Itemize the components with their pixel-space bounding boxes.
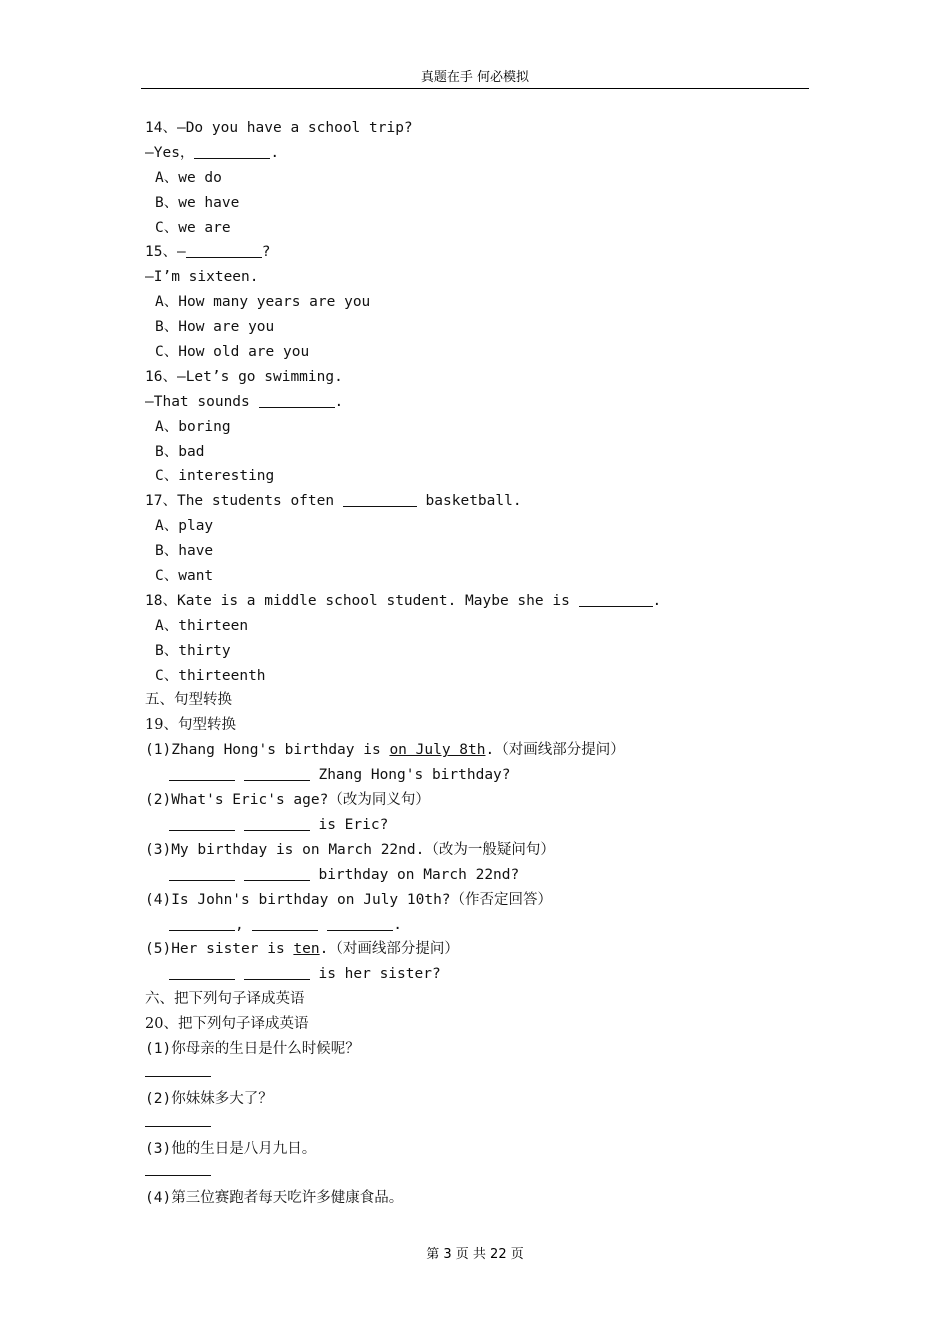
- question-15-option-a: A、How many years are you: [155, 294, 371, 311]
- q19-item-1: [145, 738, 805, 763]
- section-5-title: 五、句型转换: [145, 692, 232, 709]
- answer-tail: is Eric?: [309, 816, 389, 833]
- q19-item-2: (2)What's Eric's age?（改为同义句）: [145, 792, 430, 809]
- answer-rule: [145, 1076, 211, 1077]
- page-header: 真题在手 何必模拟: [420, 70, 530, 85]
- reply-suffix: .: [270, 144, 280, 161]
- answer-blank: [244, 866, 310, 881]
- question-18-option-c: C、thirteenth: [155, 667, 266, 684]
- answer-blank: [343, 492, 417, 507]
- answer-blank: [579, 592, 653, 607]
- document-content: [145, 116, 805, 1211]
- page-footer: 第 3 页 共 22 页: [426, 1247, 524, 1262]
- q20-item-3-answer-line: [145, 1161, 805, 1186]
- answer-tail: is her sister?: [309, 966, 441, 983]
- answer-blank: [194, 144, 270, 159]
- answer-blank: [327, 916, 393, 931]
- q20-item-1: (1)你母亲的生日是什么时候呢？: [145, 1040, 360, 1057]
- question-17-option-b: B、have: [155, 543, 214, 560]
- answer-blank: [252, 916, 318, 931]
- q19-item-4: (4)Is John's birthday on July 10th?（作否定回答）: [145, 891, 553, 908]
- q20-item-1-answer-line: [145, 1062, 805, 1087]
- underlined-phrase: ten: [293, 941, 320, 958]
- stem-suffix: .: [652, 592, 662, 609]
- q20-item-3: (3)他的生日是八月九日。: [145, 1140, 317, 1157]
- stem-prefix: 15、—: [145, 244, 186, 261]
- answer-rule: [145, 1126, 211, 1127]
- question-16-reply: [145, 390, 805, 415]
- answer-blank: [244, 965, 310, 980]
- q20-item-4: (4)第三位赛跑者每天吃许多健康食品。: [145, 1190, 404, 1207]
- q19-item-4-answer: [145, 913, 805, 938]
- question-15-stem: [145, 240, 805, 265]
- stem-prefix: 17、The students often: [145, 493, 343, 510]
- question-17-option-c: C、want: [155, 568, 214, 585]
- q19-item-3-answer: [145, 863, 805, 888]
- item-prefix: (5)Her sister is: [145, 941, 294, 958]
- question-19-title: 19、句型转换: [145, 717, 236, 734]
- q19-item-5-answer: [145, 962, 805, 987]
- reply-prefix: —Yes，: [145, 144, 195, 161]
- q19-item-1-answer: [145, 763, 805, 788]
- answer-blank: [169, 965, 235, 980]
- answer-blank: [259, 393, 335, 408]
- q20-item-2-answer-line: [145, 1112, 805, 1137]
- answer-rule: [145, 1175, 211, 1176]
- answer-blank: [169, 866, 235, 881]
- underlined-phrase: on July 8th: [389, 742, 486, 759]
- separator: ,: [235, 916, 253, 933]
- question-16-option-c: C、interesting: [155, 468, 275, 485]
- item-prefix: (1)Zhang Hong's birthday is: [145, 742, 390, 759]
- answer-blank: [169, 916, 235, 931]
- q19-item-2-answer: [145, 813, 805, 838]
- question-15-option-c: C、How old are you: [155, 344, 310, 361]
- stem-prefix: 18、Kate is a middle school student. Maybe she is: [145, 592, 579, 609]
- question-15-option-b: B、How are you: [155, 319, 275, 336]
- question-16-stem: 16、—Let’s go swimming.: [145, 368, 343, 385]
- q20-item-2: (2)你妹妹多大了？: [145, 1090, 273, 1107]
- header-divider: [141, 88, 809, 89]
- question-18-stem: [145, 589, 805, 614]
- question-15-reply: —I’m sixteen.: [145, 269, 259, 286]
- end-mark: .: [393, 916, 402, 933]
- question-17-option-a: A、play: [155, 518, 214, 535]
- question-18-option-b: B、thirty: [155, 642, 231, 659]
- question-14-option-c: C、we are: [155, 219, 231, 236]
- answer-blank: [169, 766, 235, 781]
- section-6-title: 六、把下列句子译成英语: [145, 991, 305, 1008]
- answer-tail: birthday on March 22nd?: [309, 866, 520, 883]
- question-14-stem: 14、—Do you have a school trip?: [145, 120, 413, 136]
- question-20-title: 20、把下列句子译成英语: [145, 1016, 309, 1033]
- item-suffix: .（对画线部分提问）: [485, 742, 625, 759]
- stem-suffix: ?: [261, 244, 271, 261]
- answer-blank: [244, 766, 310, 781]
- reply-prefix: —That sounds: [145, 393, 259, 410]
- question-14-reply: [145, 141, 805, 166]
- reply-suffix: .: [334, 393, 344, 410]
- question-16-option-b: B、bad: [155, 443, 205, 460]
- question-14-option-b: B、we have: [155, 194, 240, 211]
- q19-item-5: [145, 937, 805, 962]
- answer-blank: [186, 243, 262, 258]
- question-16-option-a: A、boring: [155, 418, 231, 435]
- stem-suffix: basketball.: [416, 493, 522, 510]
- q19-item-3: (3)My birthday is on March 22nd.（改为一般疑问句）: [145, 841, 555, 858]
- question-18-option-a: A、thirteen: [155, 617, 249, 634]
- answer-tail: Zhang Hong's birthday?: [309, 767, 511, 784]
- item-suffix: .（对画线部分提问）: [319, 941, 459, 958]
- answer-blank: [244, 816, 310, 831]
- answer-blank: [169, 816, 235, 831]
- question-14-option-a: A、we do: [155, 169, 222, 186]
- question-17-stem: [145, 489, 805, 514]
